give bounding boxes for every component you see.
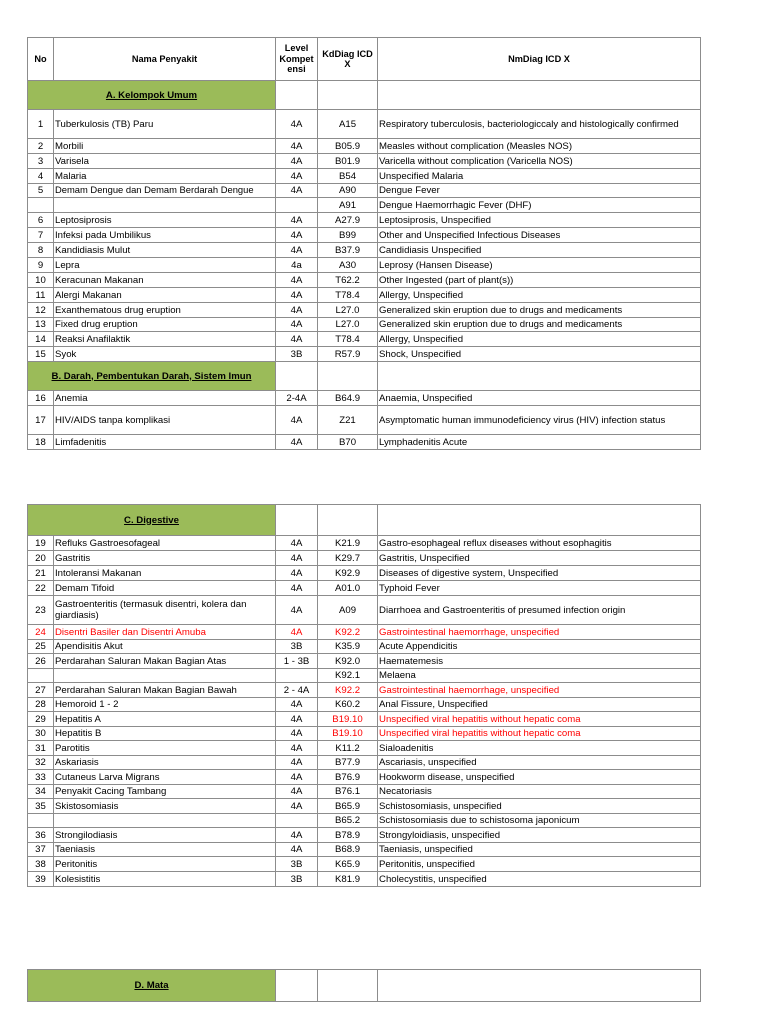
cell-nama: Syok — [54, 347, 276, 362]
cell-level: 4A — [276, 406, 318, 435]
table-row-highlighted — [28, 625, 701, 640]
cell-level: 4a — [276, 258, 318, 273]
cell-kd: B65.9 — [318, 799, 378, 814]
cell-nm: Gastrointestinal haemorrhage, unspecified — [378, 683, 701, 698]
cell-no: 26 — [28, 654, 54, 669]
header-nmdiag: NmDiag ICD X — [378, 38, 701, 81]
cell-nama — [54, 198, 276, 213]
cell-nm: Schistosomiasis, unspecified — [378, 799, 701, 814]
cell-no: 30 — [28, 727, 54, 741]
cell-kd: B76.9 — [318, 770, 378, 785]
cell-level: 4A — [276, 154, 318, 169]
cell-nm: Typhoid Fever — [378, 581, 701, 596]
cell-nm: Generalized skin eruption due to drugs and medicaments — [378, 303, 701, 318]
cell-kd: K92.2 — [318, 683, 378, 698]
cell-no: 27 — [28, 683, 54, 698]
table-row — [28, 698, 701, 712]
cell-nama: Strongilodiasis — [54, 828, 276, 843]
cell-nama: Refluks Gastroesofageal — [54, 536, 276, 551]
cell-level: 4A — [276, 712, 318, 727]
cell-level: 4A — [276, 756, 318, 770]
cell-kd: K92.9 — [318, 566, 378, 581]
cell-nm: Unspecified viral hepatitis without hepatic coma — [378, 727, 701, 741]
cell-nm: Unspecified viral hepatitis without hepatic coma — [378, 712, 701, 727]
cell-level: 4A — [276, 828, 318, 843]
cell-kd: B01.9 — [318, 154, 378, 169]
header-nama-penyakit: Nama Penyakit — [54, 38, 276, 81]
cell-no: 24 — [28, 625, 54, 640]
cell-nm: Gastro-esophageal reflux diseases without esophagitis — [378, 536, 701, 551]
table-row — [28, 154, 701, 169]
cell-kd: Z21 — [318, 406, 378, 435]
cell-no — [28, 669, 54, 683]
cell-nama: Fixed drug eruption — [54, 318, 276, 332]
table-row — [28, 551, 701, 566]
section-title: B. Darah, Pembentukan Darah, Sistem Imun — [28, 362, 276, 391]
table-row — [28, 770, 701, 785]
cell-level: 2 - 4A — [276, 683, 318, 698]
cell-kd: B99 — [318, 228, 378, 243]
cell-level: 3B — [276, 640, 318, 654]
cell-nm: Hookworm disease, unspecified — [378, 770, 701, 785]
cell-kd: B70 — [318, 435, 378, 450]
cell-kd: K29.7 — [318, 551, 378, 566]
cell-nama: Infeksi pada Umbilikus — [54, 228, 276, 243]
cell-nm: Melaena — [378, 669, 701, 683]
cell-no: 32 — [28, 756, 54, 770]
cell-nm: Other and Unspecified Infectious Diseases — [378, 228, 701, 243]
table-row — [28, 169, 701, 184]
cell-nama: Taeniasis — [54, 843, 276, 857]
cell-kd: K92.1 — [318, 669, 378, 683]
cell-nm: Anal Fissure, Unspecified — [378, 698, 701, 712]
cell-no: 2 — [28, 139, 54, 154]
cell-nama: Perdarahan Saluran Makan Bagian Bawah — [54, 683, 276, 698]
cell-nama: Askariasis — [54, 756, 276, 770]
cell-nm: Diarrhoea and Gastroenteritis of presumed infection origin — [378, 596, 701, 625]
cell-nama: Exanthematous drug eruption — [54, 303, 276, 318]
table-row — [28, 303, 701, 318]
cell-no: 35 — [28, 799, 54, 814]
cell-nama — [54, 814, 276, 828]
cell-nm: Necatoriasis — [378, 785, 701, 799]
table-row — [28, 785, 701, 799]
section-title: C. Digestive — [28, 505, 276, 536]
cell-no: 34 — [28, 785, 54, 799]
table-row — [28, 843, 701, 857]
disease-table-2 — [27, 504, 701, 887]
cell-level: 4A — [276, 332, 318, 347]
table-row — [28, 741, 701, 756]
cell-nama: Malaria — [54, 169, 276, 184]
disease-table-3 — [27, 969, 701, 1002]
table-row — [28, 857, 701, 872]
table-row — [28, 640, 701, 654]
cell-no: 13 — [28, 318, 54, 332]
cell-no: 9 — [28, 258, 54, 273]
cell-level: 4A — [276, 741, 318, 756]
cell-no: 21 — [28, 566, 54, 581]
cell-level: 4A — [276, 843, 318, 857]
cell-level: 3B — [276, 857, 318, 872]
cell-nm: Measles without complication (Measles NOS) — [378, 139, 701, 154]
cell-nama: Reaksi Anafilaktik — [54, 332, 276, 347]
cell-nama: Penyakit Cacing Tambang — [54, 785, 276, 799]
cell-nm: Candidiasis Unspecified — [378, 243, 701, 258]
table-header-row — [28, 38, 701, 81]
cell-kd: A15 — [318, 110, 378, 139]
table-row — [28, 727, 701, 741]
cell-nm: Leptosiprosis, Unspecified — [378, 213, 701, 228]
cell-kd: K60.2 — [318, 698, 378, 712]
cell-nama: Varisela — [54, 154, 276, 169]
cell-level: 4A — [276, 799, 318, 814]
cell-level: 4A — [276, 318, 318, 332]
cell-no: 19 — [28, 536, 54, 551]
cell-no: 20 — [28, 551, 54, 566]
cell-no: 4 — [28, 169, 54, 184]
cell-level: 4A — [276, 581, 318, 596]
header-level: Level Kompet ensi — [276, 38, 318, 81]
table-row — [28, 332, 701, 347]
cell-no: 39 — [28, 872, 54, 887]
table-row — [28, 139, 701, 154]
cell-nama: Apendisitis Akut — [54, 640, 276, 654]
section-row — [28, 362, 701, 391]
cell-no: 25 — [28, 640, 54, 654]
cell-nama — [54, 184, 276, 198]
cell-nama: Cutaneus Larva Migrans — [54, 770, 276, 785]
table-row — [28, 110, 701, 139]
cell-nm: Haematemesis — [378, 654, 701, 669]
cell-nama: Hepatitis B — [54, 727, 276, 741]
cell-nm: Other Ingested (part of plant(s)) — [378, 273, 701, 288]
cell-nm: Diseases of digestive system, Unspecified — [378, 566, 701, 581]
cell-level: 4A — [276, 169, 318, 184]
cell-nama: Hemoroid 1 - 2 — [54, 698, 276, 712]
cell-level: 4A — [276, 184, 318, 198]
cell-no: 17 — [28, 406, 54, 435]
cell-nama: Anemia — [54, 391, 276, 406]
cell-kd: B68.9 — [318, 843, 378, 857]
cell-nama: Hepatitis A — [54, 712, 276, 727]
cell-kd: L27.0 — [318, 318, 378, 332]
cell-kd: B37.9 — [318, 243, 378, 258]
cell-no: 36 — [28, 828, 54, 843]
cell-nama: Kandidiasis Mulut — [54, 243, 276, 258]
cell-no: 29 — [28, 712, 54, 727]
cell-nm: Asymptomatic human immunodeficiency virus (HIV) infection status — [378, 406, 701, 435]
cell-nama: Gastroenteritis (termasuk disentri, kolera dan giardiasis) — [54, 596, 276, 625]
cell-nm: Dengue Fever — [378, 184, 701, 198]
cell-level: 3B — [276, 347, 318, 362]
cell-nama: Peritonitis — [54, 857, 276, 872]
cell-kd: K81.9 — [318, 872, 378, 887]
cell-level: 4A — [276, 566, 318, 581]
cell-no: 10 — [28, 273, 54, 288]
cell-no: 1 — [28, 110, 54, 139]
section-title: D. Mata — [28, 970, 276, 1002]
table-row — [28, 536, 701, 551]
cell-nm: Allergy, Unspecified — [378, 288, 701, 303]
cell-nm: Shock, Unspecified — [378, 347, 701, 362]
cell-kd: A27.9 — [318, 213, 378, 228]
cell-kd: B64.9 — [318, 391, 378, 406]
cell-no: 23 — [28, 596, 54, 625]
cell-level: 4A — [276, 213, 318, 228]
cell-no: 7 — [28, 228, 54, 243]
cell-kd: B76.1 — [318, 785, 378, 799]
cell-nama-text: Demam Dengue dan Demam Berdarah Dengue — [55, 185, 254, 195]
disease-table-1 — [27, 37, 701, 450]
cell-nm: Varicella without complication (Varicella NOS) — [378, 154, 701, 169]
cell-nm: Gastritis, Unspecified — [378, 551, 701, 566]
cell-kd: B65.2 — [318, 814, 378, 828]
table-row — [28, 228, 701, 243]
cell-nm: Peritonitis, unspecified — [378, 857, 701, 872]
table-row — [28, 828, 701, 843]
cell-nm: Dengue Haemorrhagic Fever (DHF) — [378, 198, 701, 213]
cell-nama: Tuberkulosis (TB) Paru — [54, 110, 276, 139]
cell-nm: Cholecystitis, unspecified — [378, 872, 701, 887]
cell-kd: A09 — [318, 596, 378, 625]
cell-no: 22 — [28, 581, 54, 596]
header-kddiag: KdDiag ICD X — [318, 38, 378, 81]
cell-level: 4A — [276, 727, 318, 741]
cell-kd: T62.2 — [318, 273, 378, 288]
cell-no: 38 — [28, 857, 54, 872]
cell-level — [276, 814, 318, 828]
table-row — [28, 872, 701, 887]
cell-level: 4A — [276, 596, 318, 625]
table-row — [28, 712, 701, 727]
cell-nm: Anaemia, Unspecified — [378, 391, 701, 406]
cell-level: 4A — [276, 288, 318, 303]
cell-nama: Disentri Basiler dan Disentri Amuba — [54, 625, 276, 640]
cell-nm: Generalized skin eruption due to drugs and medicaments — [378, 318, 701, 332]
cell-no: 14 — [28, 332, 54, 347]
cell-level: 4A — [276, 435, 318, 450]
cell-kd: T78.4 — [318, 288, 378, 303]
cell-kd: K92.2 — [318, 625, 378, 640]
cell-nm: Unspecified Malaria — [378, 169, 701, 184]
cell-kd: L27.0 — [318, 303, 378, 318]
cell-no: 15 — [28, 347, 54, 362]
cell-level: 4A — [276, 139, 318, 154]
section-row — [28, 81, 701, 110]
cell-level: 4A — [276, 303, 318, 318]
cell-kd: K11.2 — [318, 741, 378, 756]
cell-kd: A30 — [318, 258, 378, 273]
cell-no — [28, 198, 54, 213]
cell-no: 33 — [28, 770, 54, 785]
cell-no: 12 — [28, 303, 54, 318]
table-row — [28, 799, 701, 814]
cell-nama: Morbili — [54, 139, 276, 154]
cell-kd: B77.9 — [318, 756, 378, 770]
table-row — [28, 756, 701, 770]
table-row — [28, 347, 701, 362]
cell-level: 4A — [276, 273, 318, 288]
cell-nama: Lepra — [54, 258, 276, 273]
table-row — [28, 435, 701, 450]
cell-nama: Limfadenitis — [54, 435, 276, 450]
cell-level: 4A — [276, 536, 318, 551]
cell-nm: Allergy, Unspecified — [378, 332, 701, 347]
table-row — [28, 273, 701, 288]
cell-level: 1 - 3B — [276, 654, 318, 669]
cell-no: 28 — [28, 698, 54, 712]
cell-level: 4A — [276, 625, 318, 640]
cell-no: 11 — [28, 288, 54, 303]
cell-nama: Alergi Makanan — [54, 288, 276, 303]
cell-no: 8 — [28, 243, 54, 258]
table-row — [28, 198, 701, 213]
cell-kd: A90 — [318, 184, 378, 198]
cell-no — [28, 814, 54, 828]
cell-level: 4A — [276, 785, 318, 799]
table-row — [28, 288, 701, 303]
cell-nm: Schistosomiasis due to schistosoma japonicum — [378, 814, 701, 828]
cell-level: 4A — [276, 110, 318, 139]
cell-nm: Ascariasis, unspecified — [378, 756, 701, 770]
cell-kd: K92.0 — [318, 654, 378, 669]
cell-no: 31 — [28, 741, 54, 756]
section-row — [28, 970, 701, 1002]
cell-nm: Acute Appendicitis — [378, 640, 701, 654]
table-row — [28, 243, 701, 258]
cell-nama: Skistosomiasis — [54, 799, 276, 814]
cell-level: 4A — [276, 243, 318, 258]
table-row — [28, 184, 701, 198]
cell-level — [276, 198, 318, 213]
cell-level: 3B — [276, 872, 318, 887]
cell-nama: Demam Tifoid — [54, 581, 276, 596]
table-row — [28, 318, 701, 332]
cell-level: 4A — [276, 698, 318, 712]
table-row — [28, 391, 701, 406]
table-row — [28, 654, 701, 669]
table-row — [28, 683, 701, 698]
section-row — [28, 505, 701, 536]
cell-kd: B05.9 — [318, 139, 378, 154]
cell-level — [276, 669, 318, 683]
cell-no: 18 — [28, 435, 54, 450]
cell-kd: B19.10 — [318, 712, 378, 727]
cell-nm: Lymphadenitis Acute — [378, 435, 701, 450]
cell-nama: HIV/AIDS tanpa komplikasi — [54, 406, 276, 435]
cell-kd: B78.9 — [318, 828, 378, 843]
cell-nama — [54, 669, 276, 683]
cell-no: 3 — [28, 154, 54, 169]
cell-nm: Leprosy (Hansen Disease) — [378, 258, 701, 273]
cell-level: 4A — [276, 228, 318, 243]
cell-kd: K65.9 — [318, 857, 378, 872]
table-row — [28, 581, 701, 596]
cell-level: 4A — [276, 770, 318, 785]
cell-no: 5 — [28, 184, 54, 198]
table-row — [28, 406, 701, 435]
table-row — [28, 566, 701, 581]
cell-nm: Sialoadenitis — [378, 741, 701, 756]
cell-nm: Strongyloidiasis, unspecified — [378, 828, 701, 843]
cell-kd: T78.4 — [318, 332, 378, 347]
table-row — [28, 258, 701, 273]
cell-no: 6 — [28, 213, 54, 228]
header-no: No — [28, 38, 54, 81]
cell-nm: Taeniasis, unspecified — [378, 843, 701, 857]
cell-nm: Respiratory tuberculosis, bacteriologiccaly and histologically confirmed — [378, 110, 701, 139]
table-row — [28, 596, 701, 625]
cell-nama: Leptosiprosis — [54, 213, 276, 228]
cell-nama: Keracunan Makanan — [54, 273, 276, 288]
cell-nama: Gastritis — [54, 551, 276, 566]
cell-kd: A01.0 — [318, 581, 378, 596]
cell-nama: Kolesistitis — [54, 872, 276, 887]
cell-kd: B19.10 — [318, 727, 378, 741]
cell-kd: K21.9 — [318, 536, 378, 551]
table-row — [28, 213, 701, 228]
cell-level: 2-4A — [276, 391, 318, 406]
cell-nm: Gastrointestinal haemorrhage, unspecified — [378, 625, 701, 640]
cell-no: 16 — [28, 391, 54, 406]
cell-nama: Intoleransi Makanan — [54, 566, 276, 581]
section-title: A. Kelompok Umum — [28, 81, 276, 110]
table-row — [28, 814, 701, 828]
cell-kd: A91 — [318, 198, 378, 213]
cell-kd: K35.9 — [318, 640, 378, 654]
cell-kd: B54 — [318, 169, 378, 184]
cell-kd: R57.9 — [318, 347, 378, 362]
cell-nama: Perdarahan Saluran Makan Bagian Atas — [54, 654, 276, 669]
table-row — [28, 669, 701, 683]
cell-level: 4A — [276, 551, 318, 566]
cell-nama: Parotitis — [54, 741, 276, 756]
cell-no: 37 — [28, 843, 54, 857]
